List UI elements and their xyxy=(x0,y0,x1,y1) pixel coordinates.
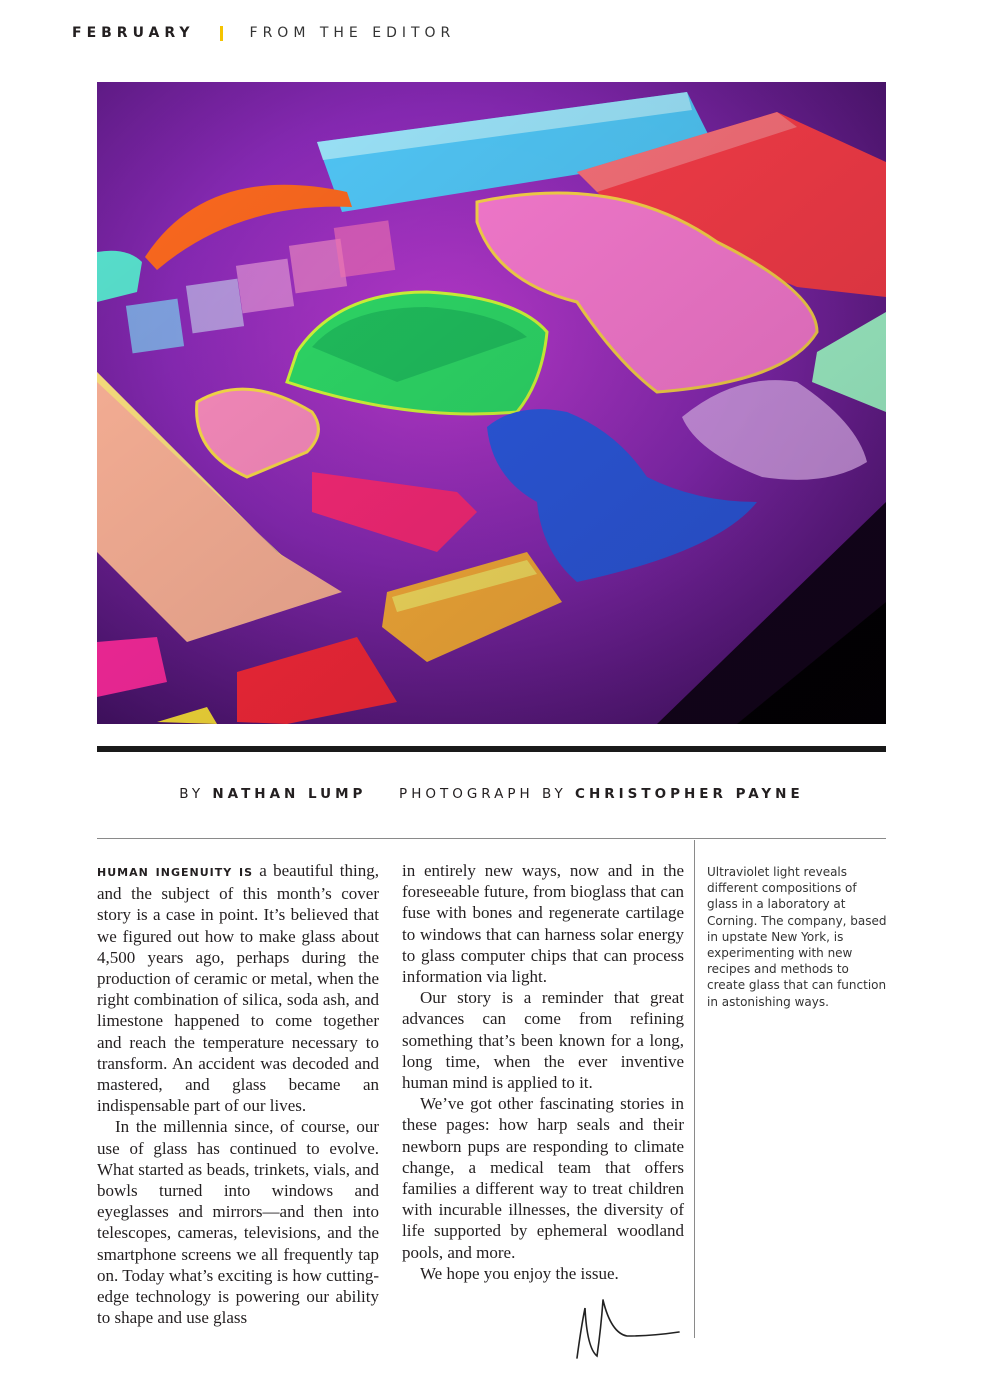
paragraph-5: We hope you enjoy the issue. xyxy=(420,1263,619,1283)
page-header xyxy=(72,22,455,44)
article-column-1 xyxy=(97,860,379,1328)
column-divider xyxy=(694,840,695,1338)
photo-bottom-rule xyxy=(97,746,886,752)
paragraph-1-text: a beautiful thing, and the subject of this month’s cover story is a case in point. It’s believed that we figured out how to make glass about 4,500 years ago, perhaps during the production of ceramic or metal, when the right combination of silica, soda ash, and limestone happened to come together and reach the temperature necessary to transform. An accident was decoded and mastered, and glass became an indispensable part of our lives. xyxy=(97,861,379,1116)
article-column-2 xyxy=(402,860,684,1284)
credits-rule xyxy=(97,838,886,839)
paragraph-1 xyxy=(97,860,379,1116)
header-separator xyxy=(220,26,223,41)
photo-credit-label: PHOTOGRAPH BY xyxy=(399,786,567,802)
lead-in: HUMAN INGENUITY IS xyxy=(97,866,254,879)
paragraph-4: We’ve got other fascinating stories in these pages: how harp seals and their newborn pups are responding to climate change, a medical team that offers families a different way to treat children with incurable illnesses, the diversity of life supported by ephemeral woodland pools, and more. xyxy=(402,1094,684,1262)
paragraph-3: Our story is a reminder that great advances can come from refining something that’s been known for a long, long time, when the ever inventive human mind is applied to it. xyxy=(402,988,684,1093)
paragraph-2-start: In the millennia since, of course, our use of glass has continued to evolve. What started as beads, trinkets, vials, and bowls turned into windows and eyeglasses and mirrors—and then into telescopes, cameras, televisions, and the smartphone screens we all frequently tap on. Today what’s exciting is how cutting-edge technology is powering our ability to shape and use glass xyxy=(97,1117,379,1328)
department-label: FROM THE EDITOR xyxy=(249,25,456,41)
by-label: BY xyxy=(179,786,205,802)
photographer-name: CHRISTOPHER PAYNE xyxy=(575,786,804,802)
paragraph-2-end: in entirely new ways, now and in the foreseeable future, from bioglass that can fuse with bones and regenerate cartilage to windows that can harness solar energy to glass computer chips that can process information via light. xyxy=(402,861,684,987)
byline-credits xyxy=(97,786,886,802)
editor-signature xyxy=(567,1288,687,1364)
author-name: NATHAN LUMP xyxy=(212,786,367,802)
feature-photo xyxy=(97,82,886,724)
section-label: FEBRUARY xyxy=(72,25,195,41)
photo-caption: Ultraviolet light reveals different compositions of glass in a laboratory at Corning. The company, based in upstate New York, is experimenting with new recipes and methods to create glass that can function in astonishing ways. xyxy=(707,865,887,1009)
